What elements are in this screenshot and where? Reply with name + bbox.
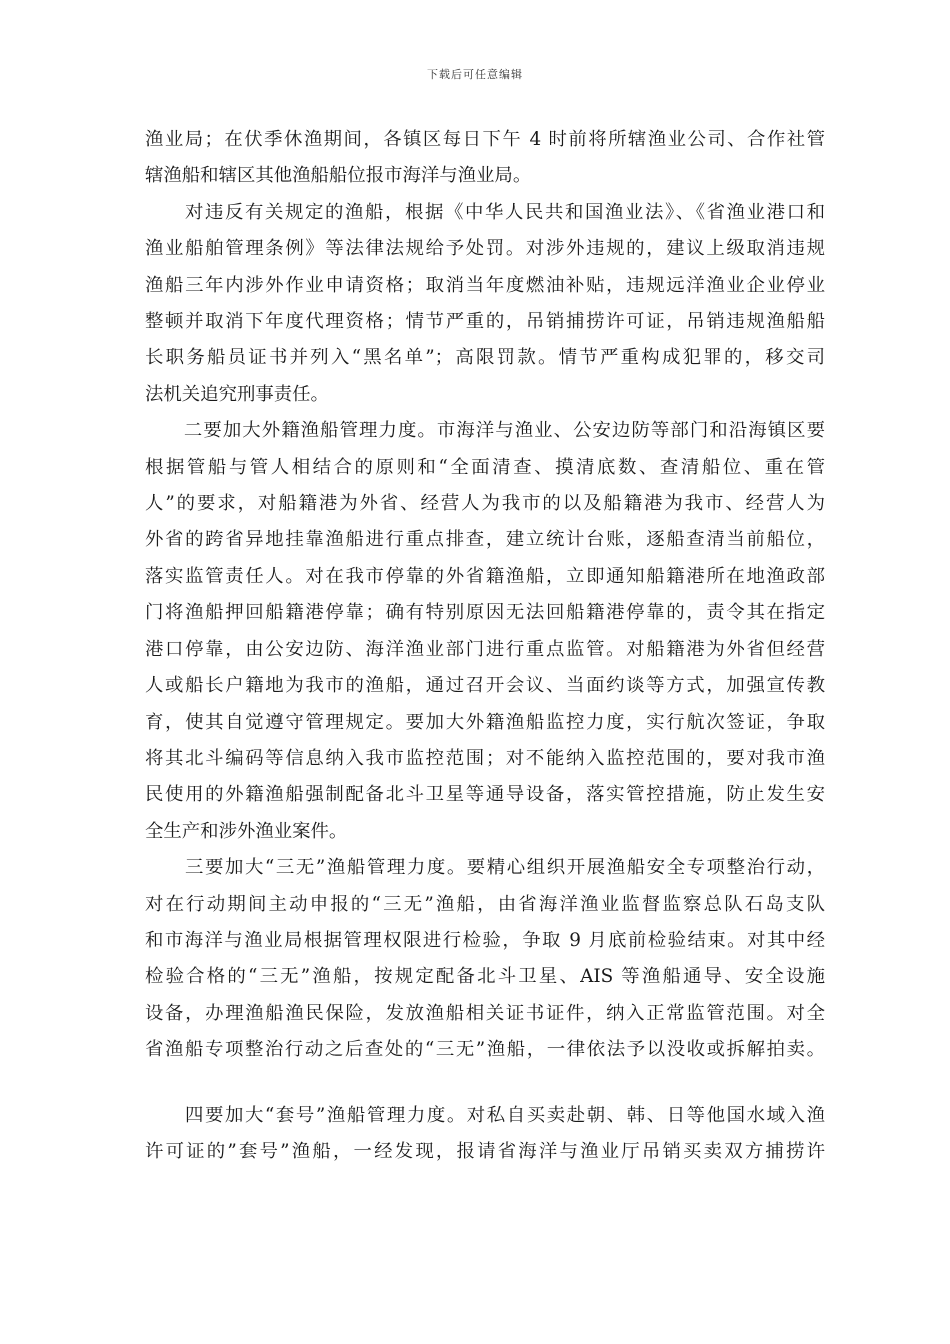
text-line: 四要加大“套号”渔船管理力度。对私自买卖赴朝、韩、日等他国水域入渔 [145,1104,825,1126]
text-line: 渔业局；在伏季休渔期间，各镇区每日下午 4 时前将所辖渔业公司、合作社管 [145,129,825,150]
text-line: 外省的跨省异地挂靠渔船进行重点排查，建立统计台账，逐船查清当前船位， [145,529,825,551]
text-line: 三要加大“三无”渔船管理力度。要精心组织开展渔船安全专项整治行动， [145,857,825,879]
text-line: 和市海洋与渔业局根据管理权限进行检验，争取 9 月底前检验结束。对其中经 [145,929,825,951]
text-line: 对违反有关规定的渔船，根据《中华人民共和国渔业法》、《省渔业港口和 [145,201,825,223]
text-line: 人或船长户籍地为我市的渔船，通过召开会议、当面约谈等方式，加强宣传教 [145,675,825,697]
text-line: 整顿并取消下年度代理资格；情节严重的，吊销捕捞许可证，吊销违规渔船船 [145,311,825,333]
text-line: 法机关追究刑事责任。 [145,383,329,405]
text-line: 人”的要求，对船籍港为外省、经营人为我市的以及船籍港为我市、经营人为 [145,493,825,515]
text-line: 省渔船专项整治行动之后查处的“三无”渔船，一律依法予以没收或拆解拍卖。 [145,1039,825,1061]
paragraph-gap [145,1069,825,1098]
document-body [145,122,825,1170]
text-line: 设备，办理渔船渔民保险，发放渔船相关证书证件，纳入正常监管范围。对全 [145,1002,825,1024]
header-note: 下载后可任意编辑 [427,68,523,81]
text-line: 港口停靠，由公安边防、海洋渔业部门进行重点监管。对船籍港为外省但经营 [145,638,825,660]
text-line: 许可证的”套号”渔船，一经发现，报请省海洋与渔业厅吊销买卖双方捕捞许 [145,1140,825,1162]
text-line: 检验合格的“三无”渔船，按规定配备北斗卫星、AIS 等渔船通导、安全设施 [145,966,825,988]
text-line: 落实监管责任人。对在我市停靠的外省籍渔船，立即通知船籍港所在地渔政部 [145,565,825,587]
text-line: 二要加大外籍渔船管理力度。市海洋与渔业、公安边防等部门和沿海镇区要 [145,420,825,442]
text-line: 渔船三年内涉外作业申请资格；取消当年度燃油补贴，违规远洋渔业企业停业 [145,274,825,296]
text-line: 根据管船与管人相结合的原则和“全面清查、摸清底数、查清船位、重在管 [145,456,825,478]
text-line: 将其北斗编码等信息纳入我市监控范围；对不能纳入监控范围的，要对我市渔 [145,747,825,769]
text-line: 民使用的外籍渔船强制配备北斗卫星等通导设备，落实管控措施，防止发生安 [145,784,825,806]
text-line: 渔业船舶管理条例》等法律法规给予处罚。对涉外违规的，建议上级取消违规 [145,238,825,260]
text-line: 对在行动期间主动申报的“三无”渔船，由省海洋渔业监督监察总队石岛支队 [145,893,825,915]
text-line: 长职务船员证书并列入“黑名单”；高限罚款。情节严重构成犯罪的，移交司 [145,347,825,369]
text-line: 辖渔船和辖区其他渔船船位报市海洋与渔业局。 [145,165,532,187]
text-line: 门将渔船押回船籍港停靠；确有特别原因无法回船籍港停靠的，责令其在指定 [145,602,825,624]
text-line: 全生产和涉外渔业案件。 [145,820,348,842]
text-line: 育，使其自觉遵守管理规定。要加大外籍渔船监控力度，实行航次签证，争取 [145,711,825,733]
